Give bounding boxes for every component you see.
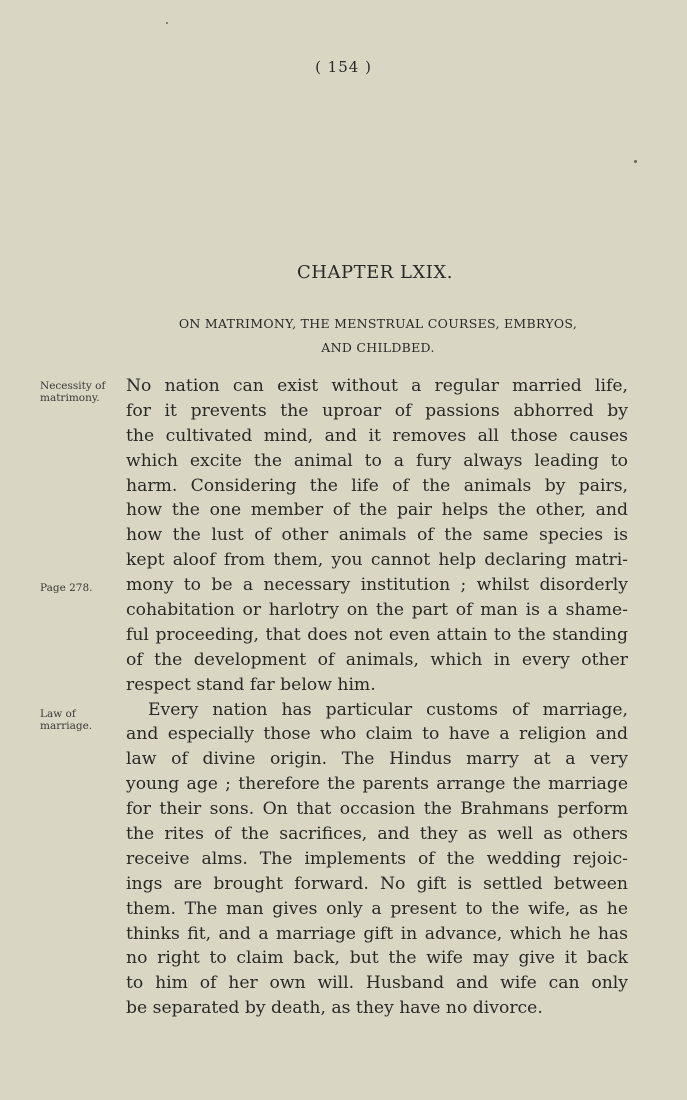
margin-note-page-ref — [40, 582, 122, 594]
margin-note-necessity — [40, 380, 122, 404]
text-line: kept aloof from them, you cannot help declaring matri- — [126, 550, 628, 571]
text-line: Every nation has particular customs of marriage, — [148, 699, 628, 720]
text-line: the rites of the sacrifices, and they as well as others — [126, 824, 628, 845]
margin-note-line: Page 278. — [40, 582, 93, 594]
text-line: which excite the animal to a fury always leading to — [126, 450, 628, 471]
text-line: ful proceeding, that does not even attain to the standing — [126, 624, 628, 645]
chapter-subtitle — [128, 312, 628, 360]
text-line: how the lust of other animals of the same species is — [126, 525, 628, 546]
text-line: No nation can exist without a regular married life, — [126, 376, 628, 396]
text-line: them. The man gives only a present to the wife, as he — [126, 898, 628, 919]
margin-note-line: Law of — [40, 708, 76, 720]
text-line: ings are brought forward. No gift is settled between — [126, 873, 628, 894]
text-line: harm. Considering the life of the animals by pairs, — [126, 475, 628, 496]
chapter-title: CHAPTER LXIX. — [297, 262, 453, 283]
paper-speck — [166, 22, 168, 24]
text-line: respect stand far below him. — [126, 674, 376, 695]
text-line: mony to be a necessary institution ; whilst disorderly — [126, 575, 628, 596]
text-line: for their sons. On that occasion the Brahmans perform — [126, 799, 628, 820]
text-line: thinks fit, and a marriage gift in advance, which he has — [126, 923, 628, 944]
margin-note-law — [40, 708, 122, 732]
text-line: how the one member of the pair helps the other, and — [126, 500, 628, 521]
text-line: young age ; therefore the parents arrange the marriage — [126, 774, 628, 795]
margin-note-line: matrimony. — [40, 392, 100, 404]
text-line: law of divine origin. The Hindus marry at a very — [126, 749, 628, 770]
text-line: to him of her own will. Husband and wife can only — [126, 973, 628, 994]
text-line: the cultivated mind, and it removes all those causes — [126, 425, 628, 446]
text-line: of the development of animals, which in every other — [126, 649, 628, 670]
margin-note-line: marriage. — [40, 720, 93, 732]
text-line: no right to claim back, but the wife may give it back — [126, 948, 628, 969]
text-line: receive alms. The implements of the wedding rejoic- — [126, 848, 628, 869]
text-line: cohabitation or harlotry on the part of man is a shame- — [126, 600, 628, 621]
text-line: and especially those who claim to have a religion and — [126, 724, 628, 745]
page-number: ( 154 ) — [315, 58, 372, 76]
paper-speck — [634, 160, 637, 163]
text-line: for it prevents the uproar of passions abhorred by — [126, 400, 628, 421]
margin-note-line: Necessity of — [40, 380, 106, 392]
chapter-subtitle-line-1: ON MATRIMONY, THE MENSTRUAL COURSES, EMBRYOS, — [178, 316, 578, 331]
chapter-subtitle-line-2: AND CHILDBED. — [321, 340, 435, 355]
text-line: be separated by death, as they have no divorce. — [126, 998, 543, 1019]
body-text — [126, 374, 628, 1021]
